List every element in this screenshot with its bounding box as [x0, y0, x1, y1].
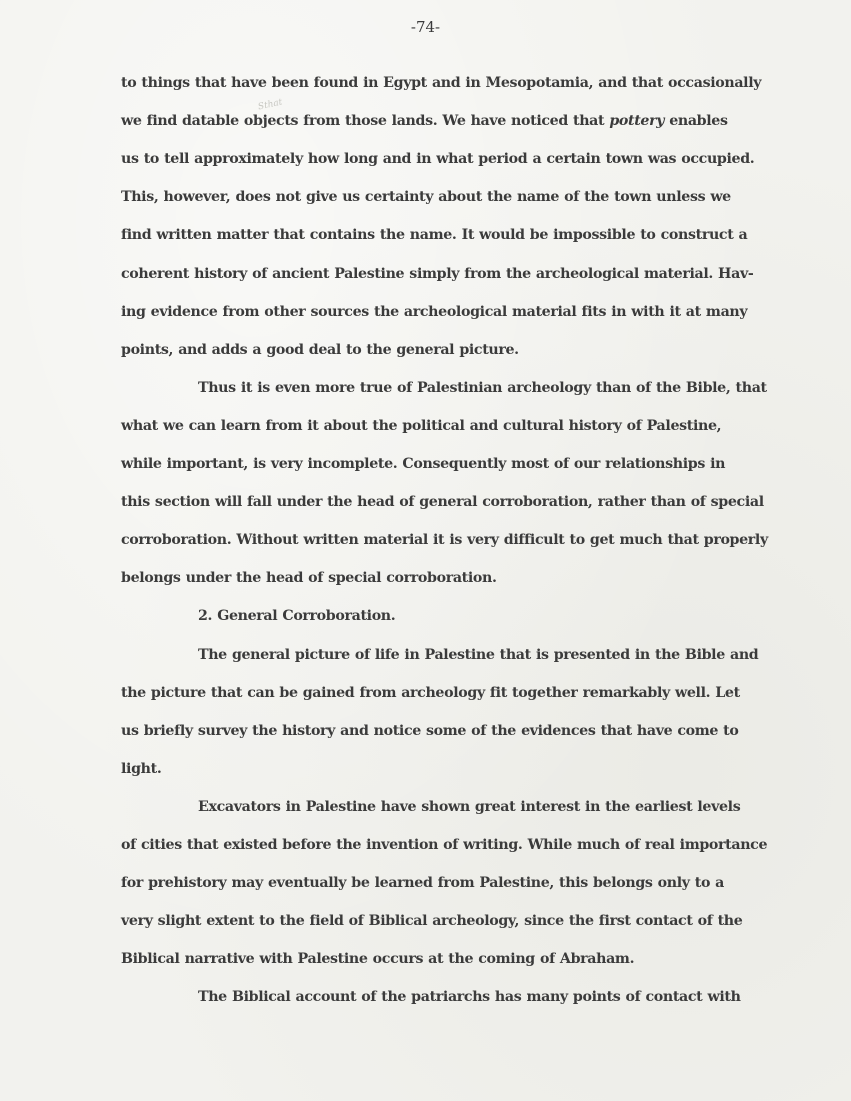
- text-line: for prehistory may eventually be learned from Palestine, this belongs only to a: [121, 875, 724, 892]
- text-line: Thus it is even more true of Palestinian archeology than of the Bible, that: [198, 379, 767, 396]
- text-line: Excavators in Palestine have shown great interest in the earliest levels: [198, 798, 741, 815]
- text-line: while important, is very incomplete. Consequently most of our relationships in: [121, 456, 726, 472]
- text-line: what we can learn from it about the political and cultural history of Palestine,: [121, 417, 722, 434]
- text-line: the picture that can be gained from archeology fit together remarkably well. Let: [121, 684, 740, 701]
- text-line: to things that have been found in Egypt and in Mesopotamia, and that occasionally: [121, 75, 762, 91]
- text-line: us to tell approximately how long and in what period a certain town was occupied.: [121, 151, 755, 168]
- text-line: we find datable objects from those lands. We have noticed that pottery enables: [121, 113, 728, 130]
- text-line: corroboration. Without written material it is very difficult to get much that properly: [121, 532, 768, 549]
- section-heading: 2. General Corroboration.: [198, 608, 396, 625]
- text-line: us briefly survey the history and notice some of the evidences that have come to: [121, 722, 739, 739]
- text-line: The Biblical account of the patriarchs has many points of contact with: [198, 989, 741, 1006]
- text-line: belongs under the head of special corroboration.: [121, 570, 497, 587]
- text-line: find written matter that contains the name. It would be impossible to construct a: [121, 227, 748, 244]
- text-line: coherent history of ancient Palestine simply from the archeological material. Hav-: [121, 265, 754, 282]
- text-line: this section will fall under the head of general corroboration, rather than of special: [121, 494, 764, 511]
- text-line: The general picture of life in Palestine that is presented in the Bible and: [198, 646, 759, 663]
- text-line: of cities that existed before the invention of writing. While much of real importance: [121, 837, 768, 853]
- text-line: points, and adds a good deal to the general picture.: [121, 341, 519, 358]
- text-line: very slight extent to the field of Biblical archeology, since the first contact of the: [121, 913, 743, 930]
- text-line: Biblical narrative with Palestine occurs at the coming of Abraham.: [121, 951, 635, 968]
- emphasized-word: pottery: [609, 113, 665, 130]
- text-line: ing evidence from other sources the archeological material fits in with it at many: [121, 303, 748, 320]
- pencil-annotation: Sthat: [257, 97, 284, 113]
- text-line: light.: [121, 760, 162, 777]
- text-line: This, however, does not give us certainty about the name of the town unless we: [121, 189, 731, 206]
- page-number: -74-: [410, 18, 441, 36]
